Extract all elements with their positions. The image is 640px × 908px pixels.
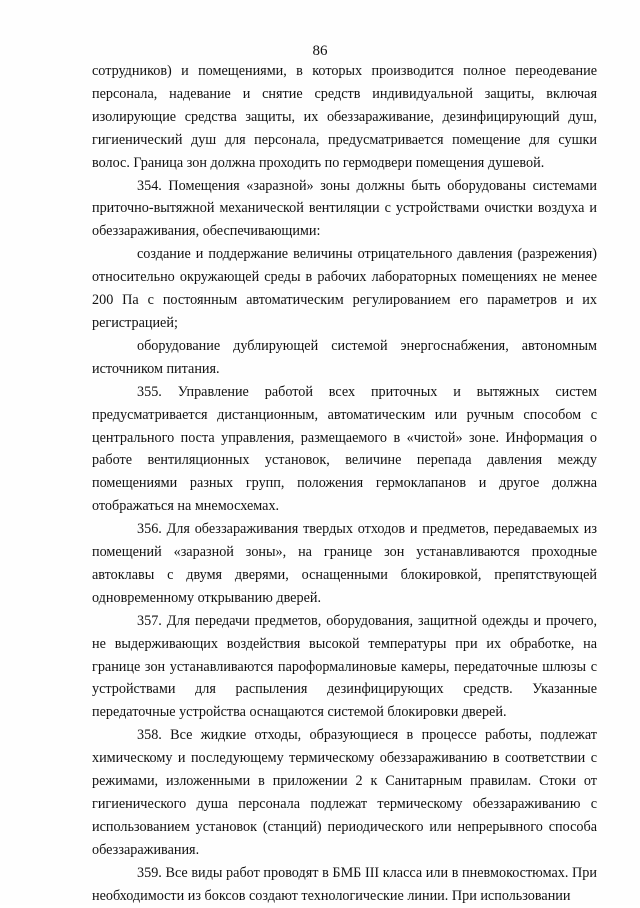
- page-number: 86: [312, 43, 328, 59]
- paragraph-354-item-pressure: создание и поддержание величины отрицательного давления (разрежения) относительно окружающей среды в рабочих лабораторных помещениях не менее 200 Па с постоянным автоматическим регулированием его параметров и их регистрацией;: [92, 246, 597, 331]
- paragraph-continuation: сотрудников) и помещениями, в которых производится полное переодевание персонала, надевание и снятие средств индивидуальной защиты, включая изолирующие средства защиты, их обеззараживание, дезинфицирующий душ, гигиенический душ для персонала, предусматривается помещение для сушки волос. Граница зон должна проходить по гермодвери помещения душевой.: [92, 63, 597, 171]
- paragraph-359: 359. Все виды работ проводят в БМБ III класса или в пневмокостюмах. При необходимости из боксов создают технологические линии. При использовании: [92, 864, 597, 904]
- paragraph-357: 357. Для передачи предметов, оборудования, защитной одежды и прочего, не выдерживающих воздействия высокой температуры при их обработке, на границе зон устанавливаются пароформалиновые камеры, передаточные шлюзы с устройствами для распыления дезинфицирующих средств. Указанные передаточные устройства оснащаются системой блокировки дверей.: [92, 612, 597, 721]
- paragraph-356: 356. Для обеззараживания твердых отходов и предметов, передаваемых из помещений «заразной зоны», на границе зон устанавливаются проходные автоклавы с двумя дверями, оснащенными блокировкой, препятствующей одновременному открыванию дверей.: [92, 521, 597, 606]
- paragraph-354-item-power: оборудование дублирующей системой энергоснабжения, автономным источником питания.: [92, 337, 597, 377]
- paragraph-358: 358. Все жидкие отходы, образующиеся в процессе работы, подлежат химическому и последующему термическому обеззараживанию в соответствии с режимами, изложенными в приложении 2 к Санитарным правилам. Стоки от гигиенического душа персонала подлежат термическому обеззараживанию с использованием установок (станций) периодического или непрерывного способа обеззараживания.: [92, 727, 597, 858]
- document-body: [92, 60, 597, 908]
- paragraph-355: 355. Управление работой всех приточных и вытяжных систем предусматривается дистанционным, автоматическим или ручным способом с центрального поста управления, размещаемого в «чистой» зоне. Информация о работе вентиляционных установок, величине перепада давления между помещениями разных групп, положения гермоклапанов и другое должна отображаться на мнемосхемах.: [92, 383, 597, 515]
- paragraph-354: 354. Помещения «заразной» зоны должны быть оборудованы системами приточно-вытяжной механической вентиляции с устройствами очистки воздуха и обеззараживания, обеспечивающими:: [92, 177, 597, 240]
